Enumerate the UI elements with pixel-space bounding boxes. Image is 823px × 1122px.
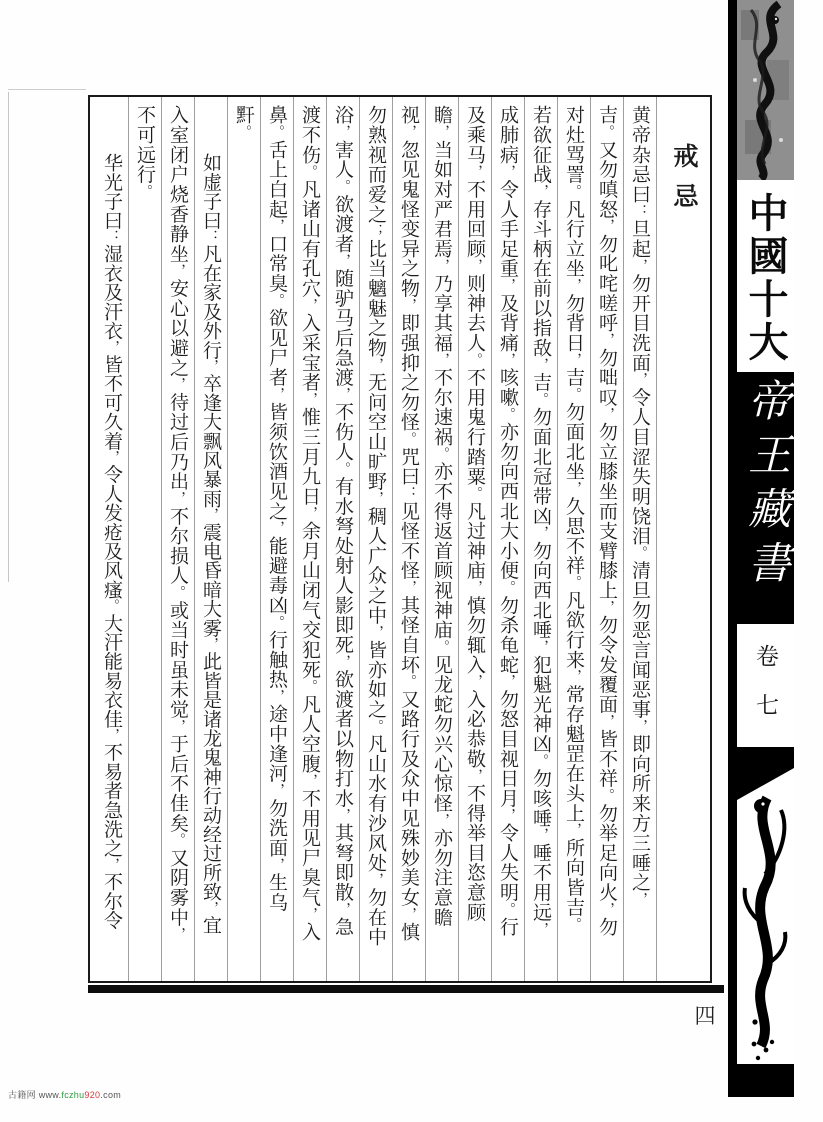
scan-edge-artifact xyxy=(8,92,9,582)
text-column: 浴，害人。欲渡者，随驴马后急渡，不伤人。有水弩处射人影即死，欲渡者以物打水，其弩即散，急 xyxy=(326,97,359,981)
text-column: 华光子曰：湿衣及汗衣，皆不可久着，令人发疮及风瘙。大汗能易衣佳，不易者急洗之，不尔令 xyxy=(101,153,122,930)
text-frame xyxy=(88,95,712,983)
text-column: 勿熟视而爱之；比当魑魅之物，无问空山旷野，稠人广众之中，皆亦如之。凡山水有沙风处，勿在中 xyxy=(359,97,392,981)
text-column: 吉。又勿嗔怒，勿叱咤嗟呼，勿咄叹，勿立膝坐而支臂膝上，勿令发覆面，皆不祥。勿举足向火，勿 xyxy=(590,97,623,981)
text-column: 不可远行。 xyxy=(128,97,161,981)
text-column: 若欲征战，存斗柄在前以指敌，吉。勿面北冠带凶，勿向西北唾，犯魁光神凶。勿咳唾，唾不用远， xyxy=(524,97,557,981)
text-column: 成肺病，令人手足重，及背痛，咳嗽。亦勿向西北大小便。勿杀龟蛇，勿怒目视日月，令人失明。行 xyxy=(491,97,524,981)
volume-label: 卷七 xyxy=(737,622,794,754)
watermark xyxy=(8,1088,121,1101)
text-column: 黄帝杂忌曰：旦起，勿开目洗面，令人目涩失明饶泪。清旦勿恶言闻恶事，即向所来方三唾之， xyxy=(623,97,656,981)
scan-edge-artifact xyxy=(8,89,86,90)
watermark-green: fczhu xyxy=(61,1090,85,1100)
text-column: 鼻。舌上白起，口常臭。欲见尸者，皆须饮酒见之，能避毒凶。行触热，途中逢河，勿洗面，生乌 xyxy=(260,97,293,981)
watermark-red: 920 xyxy=(84,1090,101,1100)
text-columns xyxy=(90,97,710,981)
text-column: 如虚子曰：凡在家及外行，卒逢大飘风暴雨，震电昏暗大雾，此皆是诸龙鬼神行动经过所致，宜 xyxy=(194,97,227,981)
dragon-artwork-top-icon xyxy=(737,0,794,180)
watermark-prefix: 古籍网 www. xyxy=(8,1090,62,1100)
watermark-suffix: .com xyxy=(100,1090,122,1100)
section-title-column: 戒忌 xyxy=(656,97,710,981)
text-column: 瞻，当如对严君焉，乃享其福，不尔速祸。亦不得返首顾视神庙。见龙蛇勿兴心惊怪，亦勿注意瞻 xyxy=(425,97,458,981)
dragon-artwork-bottom-icon xyxy=(737,754,794,1097)
text-column: 视，忽见鬼怪变异之物，即强抑之勿怪。咒曰：见怪不怪，其怪自坏。又路行及众中见殊妙美女，慎 xyxy=(392,97,425,981)
text-column: 渡不伤。凡诸山有孔穴，入采宝者，惟三月九日，余月山闭气交犯死。凡人空腹，不用见尸臭气，入 xyxy=(293,97,326,981)
bottom-rule xyxy=(88,985,724,993)
text-column: 及乘马，不用回顾，则神去人。不用鬼行踏粟。凡过神庙，慎勿辄入，入必恭敬，不得举目恣意顾 xyxy=(458,97,491,981)
text-column: 对灶骂詈。凡行立坐，勿背日，吉。勿面北坐，久思不祥。凡欲行来，常存魁罡在头上，所向皆吉。 xyxy=(557,97,590,981)
text-column: 䵟。 xyxy=(227,97,260,981)
text-column: 入室闭户烧香静坐，安心以避之，待过后乃出，不尔损人。或当时虽未觉，于后不佳矣。又阴雾中， xyxy=(161,97,194,981)
page-number: 四 xyxy=(694,1004,716,1028)
series-calligraphy: 帝王藏書 xyxy=(737,372,794,622)
book-spine-sidebar xyxy=(728,0,794,1097)
series-title: 中國十大 xyxy=(743,192,788,364)
